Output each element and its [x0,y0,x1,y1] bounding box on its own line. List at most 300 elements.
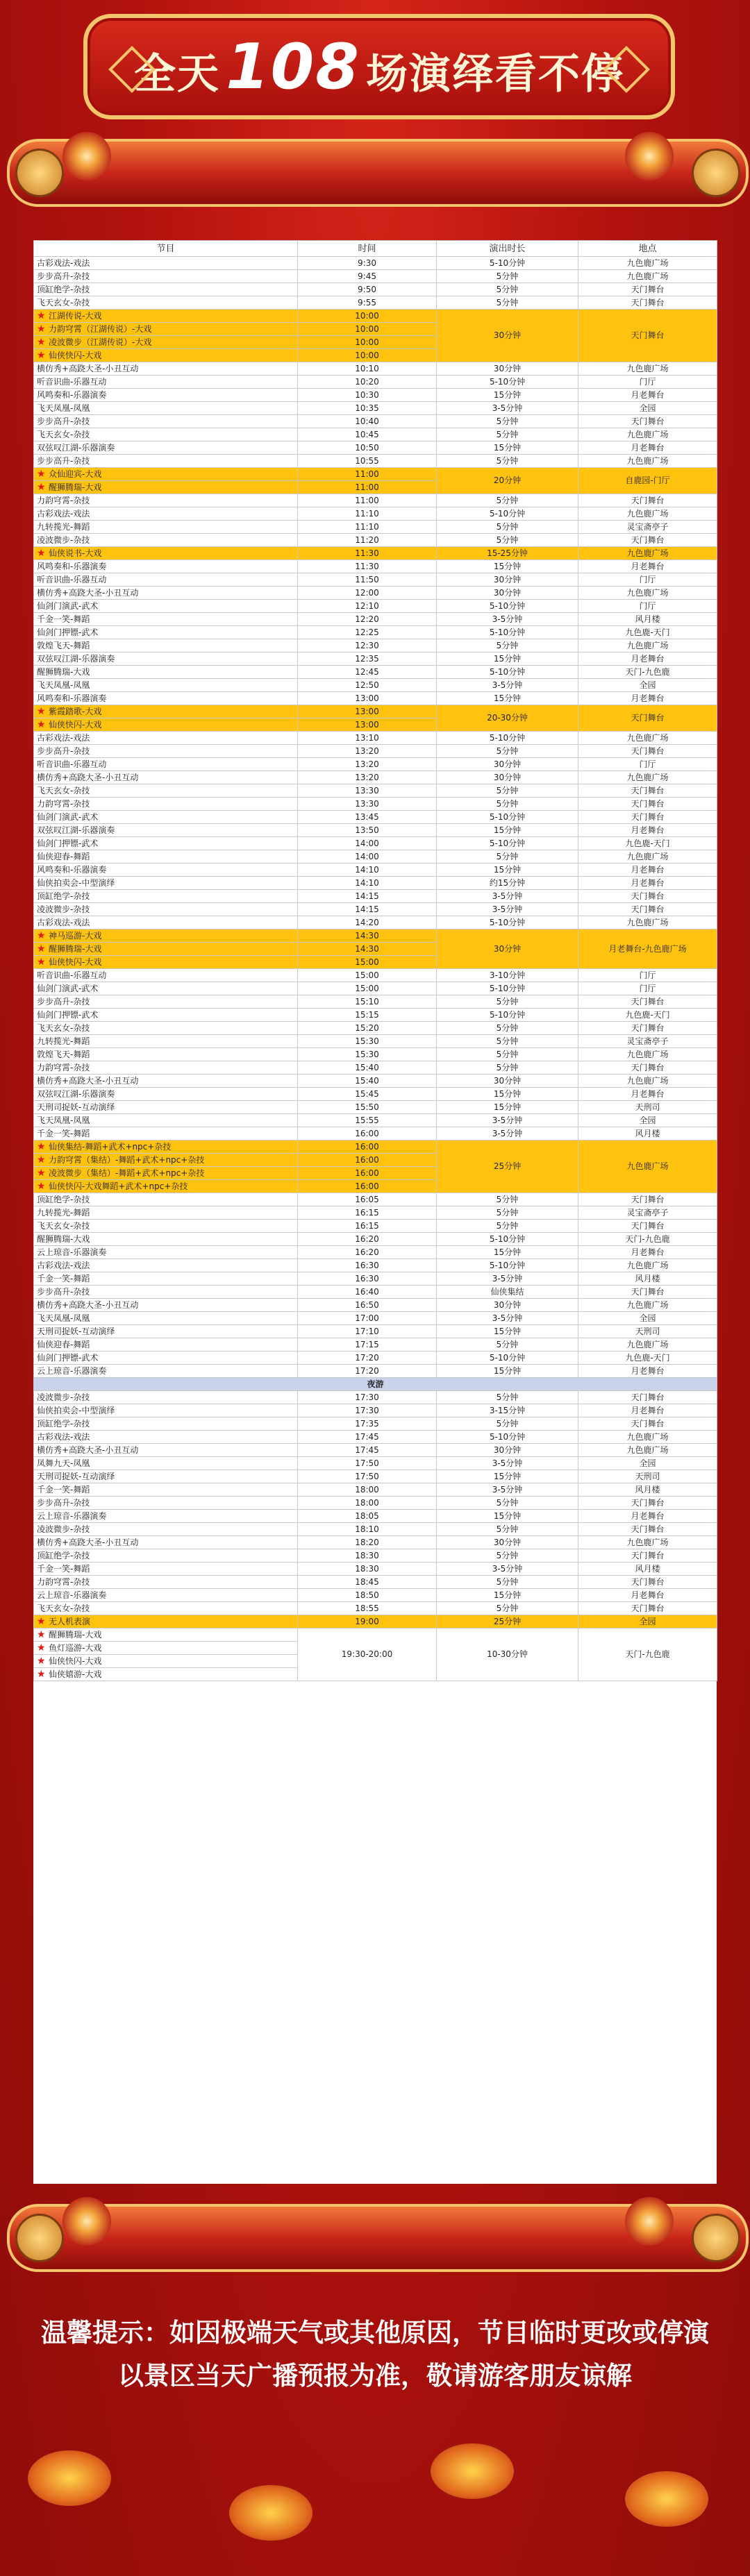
program-time: 14:30 [298,943,437,956]
program-name: 古彩戏法-戏法 [34,1431,298,1444]
program-duration: 3-5分钟 [437,1563,578,1576]
program-location: 天门舞台 [578,1286,717,1299]
program-location: 天门-九色鹿 [578,1233,717,1246]
program-name [34,1655,298,1668]
program-location: 天门舞台 [578,494,717,507]
table-header [34,241,717,257]
program-time: 12:50 [298,679,437,692]
program-name: 古彩戏法-戏法 [34,916,298,929]
program-name-text: 仙侠集结-舞蹈+武术+npc+杂技 [49,1141,172,1152]
table-row [34,1088,717,1101]
program-location: 月老舞台 [578,653,717,666]
schedule-table [33,240,717,1681]
program-name [34,1628,298,1642]
program-duration: 5分钟 [437,1022,578,1035]
table-row [34,1628,717,1642]
program-name: 千金一笑-舞蹈 [34,1483,298,1497]
star-icon: ★ [37,1642,49,1653]
table-row [34,1009,717,1022]
program-location: 九色鹿广场 [578,1444,717,1457]
program-name-text: 鱼灯巡游-大戏 [49,1642,102,1653]
program-time: 17:10 [298,1325,437,1338]
program-name [34,1615,298,1628]
program-name-text: 无人机表演 [49,1616,91,1626]
program-name [34,349,298,362]
program-location: 门厅 [578,982,717,995]
star-icon: ★ [37,1615,49,1627]
program-name: 飞天玄女-杂技 [34,784,298,798]
program-duration: 5分钟 [437,798,578,811]
star-icon: ★ [37,1668,49,1680]
scroll-cap-icon [692,2214,740,2262]
program-name [34,705,298,718]
page-title [134,31,624,103]
program-duration: 5分钟 [437,1048,578,1061]
table-row [34,1483,717,1497]
program-duration: 5分钟 [437,283,578,296]
program-time: 9:30 [298,257,437,270]
program-name [34,310,298,323]
program-time: 11:20 [298,534,437,547]
table-row [34,1589,717,1602]
program-time: 14:00 [298,837,437,850]
program-location: 九色鹿广场 [578,257,717,270]
table-row [34,890,717,903]
program-name-text: 醒狮腾瑞-大戏 [49,482,102,492]
program-time: 11:00 [298,481,437,494]
program-name: 风鸣奏和-乐器演奏 [34,389,298,402]
program-time: 14:20 [298,916,437,929]
table-row [34,692,717,705]
title-banner [83,14,675,119]
program-time: 17:15 [298,1338,437,1352]
program-name: 云上琼音-乐器演奏 [34,1365,298,1378]
program-location: 月老舞台 [578,692,717,705]
program-location: 风月楼 [578,1272,717,1286]
table-row [34,296,717,310]
program-name [34,1642,298,1655]
program-name-text: 仙侠快闪-大戏 [49,957,102,967]
table-row [34,1549,717,1563]
program-duration: 3-5分钟 [437,402,578,415]
program-time: 10:00 [298,323,437,336]
table-row [34,771,717,784]
program-location: 九色鹿广场 [578,270,717,283]
program-time: 11:10 [298,521,437,534]
scroll-cap-icon [15,2214,64,2262]
program-time: 11:30 [298,547,437,560]
program-name: 仙剑门演武-武术 [34,982,298,995]
program-name-text: 仙侠嬉游-大戏 [49,1669,102,1679]
program-location: 九色鹿-天门 [578,626,717,639]
program-time: 18:30 [298,1563,437,1576]
program-name: 千金一笑-舞蹈 [34,1563,298,1576]
program-duration: 25分钟 [437,1615,578,1628]
program-location: 天门-九色鹿 [578,666,717,679]
koi-lantern-icon [625,2471,708,2527]
header-time: 时间 [298,241,437,257]
program-duration: 5分钟 [437,784,578,798]
program-location: 天门舞台 [578,811,717,824]
table-row [34,995,717,1009]
program-time: 15:15 [298,1009,437,1022]
program-name: 飞天玄女-杂技 [34,428,298,441]
program-duration: 5-10分钟 [437,982,578,995]
program-name: 听音识曲-乐器互动 [34,969,298,982]
program-time: 19:00 [298,1615,437,1628]
program-location: 全园 [578,1457,717,1470]
table-row [34,1246,717,1259]
program-duration: 5分钟 [437,745,578,758]
program-duration: 15分钟 [437,1325,578,1338]
program-duration: 15分钟 [437,389,578,402]
program-location: 九色鹿广场 [578,1048,717,1061]
table-row [34,1035,717,1048]
program-name: 仙剑门演武-武术 [34,600,298,613]
program-name: 横仿秀+高跷大圣-小丑互动 [34,1075,298,1088]
program-location: 九色鹿广场 [578,428,717,441]
table-row [34,1101,717,1114]
program-time: 11:50 [298,573,437,587]
program-location: 九色鹿广场 [578,1259,717,1272]
program-time: 13:45 [298,811,437,824]
program-time: 13:30 [298,784,437,798]
program-time: 17:45 [298,1431,437,1444]
program-name-text: 仙侠说书-大戏 [49,548,102,558]
program-name: 飞天凤凰-凤凰 [34,1114,298,1127]
program-duration: 5分钟 [437,1549,578,1563]
program-duration: 3-5分钟 [437,890,578,903]
program-name: 风鸣奏和-乐器演奏 [34,692,298,705]
program-duration: 5-10分钟 [437,666,578,679]
program-name: 飞天凤凰-凤凰 [34,402,298,415]
program-duration: 5分钟 [437,1497,578,1510]
program-duration: 30分钟 [437,1536,578,1549]
program-duration: 15-25分钟 [437,547,578,560]
program-name-text: 仙侠快闪-大戏 [49,350,102,360]
program-time: 16:15 [298,1220,437,1233]
table-row [34,1048,717,1061]
program-time: 17:30 [298,1404,437,1417]
program-location: 月老舞台-九色鹿广场 [578,929,717,969]
program-name: 仙剑门演武-武术 [34,811,298,824]
program-time: 18:45 [298,1576,437,1589]
flower-icon [625,2197,674,2246]
program-location: 天门舞台 [578,1549,717,1563]
program-duration: 5分钟 [437,270,578,283]
program-duration: 5分钟 [437,1206,578,1220]
program-name-text: 凌波微步（集结）-舞蹈+武术+npc+杂技 [49,1168,205,1178]
table-row [34,626,717,639]
program-time: 18:00 [298,1483,437,1497]
star-icon: ★ [37,929,49,941]
star-icon: ★ [37,1628,49,1640]
program-time: 16:00 [298,1180,437,1193]
table-row [34,468,717,481]
table-row [34,534,717,547]
program-time: 10:50 [298,441,437,455]
program-name [34,468,298,481]
program-location: 天门舞台 [578,903,717,916]
program-time: 13:00 [298,718,437,732]
program-duration: 5-10分钟 [437,1259,578,1272]
program-location: 风月楼 [578,1483,717,1497]
program-time: 15:10 [298,995,437,1009]
table-row [34,758,717,771]
program-time: 10:00 [298,349,437,362]
program-duration: 15分钟 [437,692,578,705]
scroll-cap-icon [15,149,64,197]
program-location: 天门舞台 [578,296,717,310]
program-time: 14:00 [298,850,437,864]
program-location: 月老舞台 [578,1510,717,1523]
program-name: 飞天玄女-杂技 [34,1602,298,1615]
program-location: 月老舞台 [578,1246,717,1259]
program-time: 18:00 [298,1497,437,1510]
table-row [34,455,717,468]
program-time: 13:20 [298,745,437,758]
program-name: 天刑司捉妖-互动演绎 [34,1101,298,1114]
program-duration: 5分钟 [437,1576,578,1589]
program-location: 风月楼 [578,1127,717,1140]
program-name: 横仿秀+高跷大圣-小丑互动 [34,1444,298,1457]
table-row [34,982,717,995]
program-time: 12:20 [298,613,437,626]
program-time: 13:10 [298,732,437,745]
program-name [34,323,298,336]
program-name: 古彩戏法-戏法 [34,507,298,521]
program-name: 千金一笑-舞蹈 [34,1127,298,1140]
table-row [34,679,717,692]
program-location: 九色鹿广场 [578,639,717,653]
program-duration: 5-10分钟 [437,507,578,521]
program-duration: 5-10分钟 [437,1233,578,1246]
program-name: 仙剑门押镖-武术 [34,837,298,850]
program-time: 10:40 [298,415,437,428]
star-icon: ★ [37,1167,49,1179]
program-name: 顶缸绝学-杂技 [34,283,298,296]
flower-icon [62,2197,111,2246]
program-time: 18:10 [298,1523,437,1536]
table-row [34,1061,717,1075]
table-row [34,639,717,653]
table-row [34,1365,717,1378]
program-location: 九色鹿广场 [578,1338,717,1352]
program-duration: 5-10分钟 [437,257,578,270]
program-location: 九色鹿广场 [578,1431,717,1444]
program-duration: 5分钟 [437,850,578,864]
table-row [34,1075,717,1088]
program-name: 天刑司捉妖-互动演绎 [34,1470,298,1483]
table-row [34,257,717,270]
table-row [34,1193,717,1206]
program-duration: 5分钟 [437,1523,578,1536]
program-duration: 5-10分钟 [437,1352,578,1365]
program-duration: 5分钟 [437,1220,578,1233]
table-row [34,1417,717,1431]
program-name: 步步高升-杂技 [34,455,298,468]
star-icon: ★ [37,1655,49,1667]
program-name: 千金一笑-舞蹈 [34,613,298,626]
program-duration: 5分钟 [437,494,578,507]
star-icon: ★ [37,1180,49,1192]
table-row [34,732,717,745]
program-time: 11:30 [298,560,437,573]
program-duration: 30分钟 [437,929,578,969]
program-time: 13:30 [298,798,437,811]
program-location: 风月楼 [578,613,717,626]
program-time: 16:50 [298,1299,437,1312]
table-row [34,310,717,323]
star-icon: ★ [37,718,49,730]
program-duration: 5分钟 [437,428,578,441]
program-name [34,1180,298,1193]
program-time: 15:30 [298,1035,437,1048]
table-row [34,1444,717,1457]
program-location: 灵宝斋亭子 [578,1206,717,1220]
program-location: 月老舞台 [578,389,717,402]
program-time: 15:50 [298,1101,437,1114]
koi-lantern-icon [431,2443,514,2499]
program-duration: 30分钟 [437,362,578,376]
table-row [34,1206,717,1220]
program-location: 天门-九色鹿 [578,1628,717,1681]
program-time: 10:35 [298,402,437,415]
program-location: 天门舞台 [578,1022,717,1035]
program-name-text: 力韵穹霄（江湖传说）-大戏 [49,323,152,334]
table-row [34,864,717,877]
program-name: 古彩戏法-戏法 [34,1259,298,1272]
program-time: 13:20 [298,771,437,784]
program-duration: 3-5分钟 [437,1457,578,1470]
program-time: 15:55 [298,1114,437,1127]
program-location: 天门舞台 [578,283,717,296]
program-name: 凤舞九天-凤凰 [34,1457,298,1470]
program-name [34,929,298,943]
program-name: 力韵穹霄-杂技 [34,1061,298,1075]
program-time: 13:50 [298,824,437,837]
program-duration: 5分钟 [437,1061,578,1075]
program-duration: 仙侠集结 [437,1286,578,1299]
program-location: 天门舞台 [578,745,717,758]
program-duration: 3-10分钟 [437,969,578,982]
star-icon: ★ [37,481,49,493]
program-location: 灵宝斋亭子 [578,1035,717,1048]
program-name: 双弦叹江湖-乐器演奏 [34,653,298,666]
program-name: 听音识曲-乐器互动 [34,573,298,587]
program-time: 16:00 [298,1167,437,1180]
program-location: 月老舞台 [578,441,717,455]
program-time: 14:15 [298,890,437,903]
program-location: 九色鹿广场 [578,732,717,745]
program-location: 天门舞台 [578,1602,717,1615]
program-location: 九色鹿-天门 [578,1009,717,1022]
program-duration: 30分钟 [437,771,578,784]
program-name: 飞天玄女-杂技 [34,1022,298,1035]
program-location: 九色鹿广场 [578,507,717,521]
program-name: 醒狮腾瑞-大戏 [34,666,298,679]
program-duration: 5分钟 [437,639,578,653]
program-name: 风鸣奏和-乐器演奏 [34,560,298,573]
table-row [34,745,717,758]
table-row [34,1325,717,1338]
koi-lantern-icon [28,2450,111,2506]
table-row [34,402,717,415]
program-time: 13:00 [298,705,437,718]
program-location: 月老舞台 [578,877,717,890]
title-suffix: 场演绎看不停 [365,49,624,99]
program-time: 12:10 [298,600,437,613]
program-name-text: 醒狮腾瑞-大戏 [49,1629,102,1640]
program-location: 门厅 [578,376,717,389]
table-row [34,1140,717,1154]
table-row [34,1352,717,1365]
program-duration: 3-5分钟 [437,1312,578,1325]
program-name-text: 凌波微步（江湖传说）-大戏 [49,337,152,347]
program-name: 步步高升-杂技 [34,415,298,428]
table-row [34,283,717,296]
table-row [34,376,717,389]
program-name [34,1668,298,1681]
program-name: 天刑司捉妖-互动演绎 [34,1325,298,1338]
program-location: 全园 [578,1114,717,1127]
program-location: 九色鹿-天门 [578,1352,717,1365]
program-duration: 30分钟 [437,1444,578,1457]
table-row [34,1431,717,1444]
program-name [34,943,298,956]
program-name: 九转揽光-舞蹈 [34,521,298,534]
star-icon: ★ [37,1154,49,1165]
table-row [34,705,717,718]
program-location: 九色鹿广场 [578,455,717,468]
program-name: 敦煌飞天-舞蹈 [34,639,298,653]
program-time: 16:00 [298,1140,437,1154]
program-time: 16:00 [298,1154,437,1167]
header-duration: 演出时长 [437,241,578,257]
program-time: 12:25 [298,626,437,639]
program-name: 听音识曲-乐器互动 [34,758,298,771]
program-name: 步步高升-杂技 [34,745,298,758]
program-time: 10:10 [298,362,437,376]
program-time: 17:20 [298,1365,437,1378]
table-row [34,1576,717,1589]
program-duration: 5分钟 [437,1391,578,1404]
program-duration: 15分钟 [437,1101,578,1114]
program-time: 9:55 [298,296,437,310]
program-name: 横仿秀+高跷大圣-小丑互动 [34,587,298,600]
table-row [34,547,717,560]
star-icon: ★ [37,310,49,321]
program-time: 9:50 [298,283,437,296]
table-row [34,389,717,402]
program-location: 九色鹿广场 [578,850,717,864]
table-row [34,270,717,283]
program-time: 17:45 [298,1444,437,1457]
program-name: 顶缸绝学-杂技 [34,1193,298,1206]
table-row [34,929,717,943]
program-time: 15:40 [298,1061,437,1075]
program-time: 18:30 [298,1549,437,1563]
program-time: 17:00 [298,1312,437,1325]
program-name: 顶缸绝学-杂技 [34,1417,298,1431]
program-duration: 5-10分钟 [437,376,578,389]
table-row [34,1233,717,1246]
program-location: 天门舞台 [578,1576,717,1589]
program-name: 步步高升-杂技 [34,1497,298,1510]
program-name: 顶缸绝学-杂技 [34,1549,298,1563]
table-row [34,1338,717,1352]
program-duration: 5-10分钟 [437,1009,578,1022]
